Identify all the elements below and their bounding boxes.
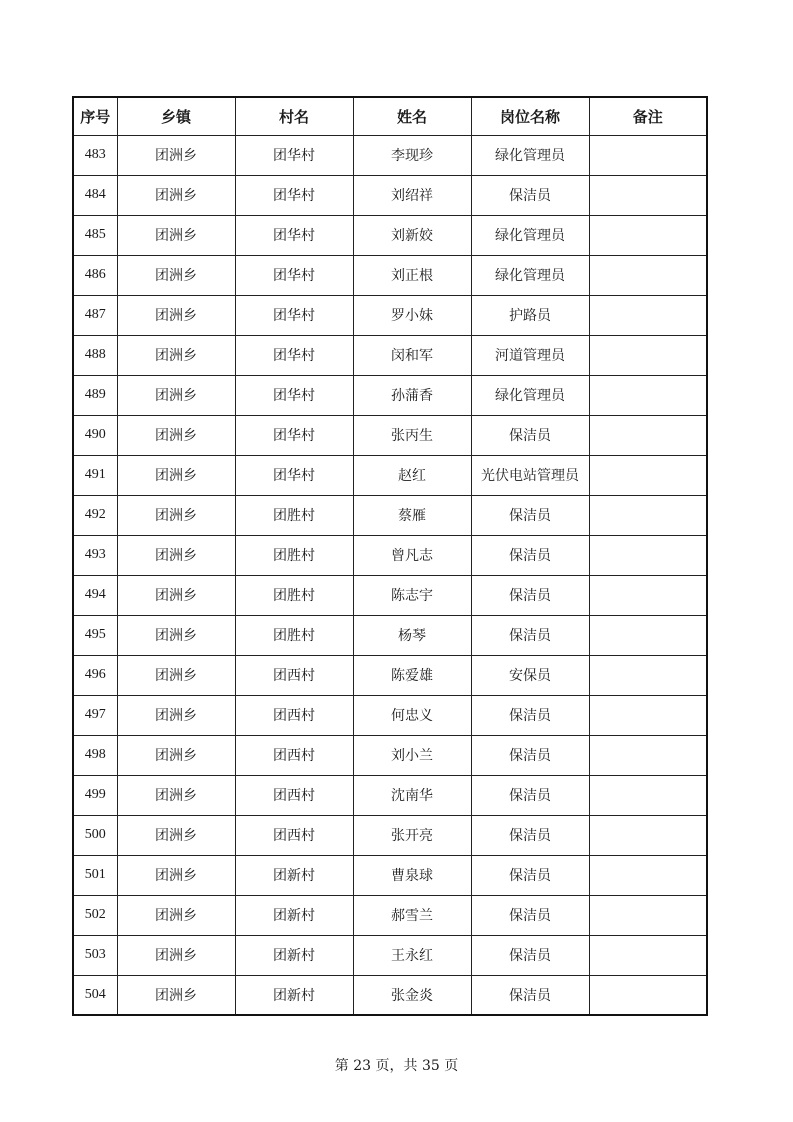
remarks-cell (589, 935, 707, 975)
serial-cell: 484 (73, 175, 117, 215)
name-cell: 郝雪兰 (353, 895, 471, 935)
township-cell: 团洲乡 (117, 575, 235, 615)
name-cell: 赵红 (353, 455, 471, 495)
position-cell: 保洁员 (471, 975, 589, 1015)
position-cell: 安保员 (471, 655, 589, 695)
header-name: 姓名 (353, 97, 471, 135)
name-cell: 王永红 (353, 935, 471, 975)
table-row (73, 855, 707, 895)
village-cell: 团华村 (235, 415, 353, 455)
table-row (73, 455, 707, 495)
table-row (73, 775, 707, 815)
position-cell: 保洁员 (471, 695, 589, 735)
table-row (73, 655, 707, 695)
township-cell: 团洲乡 (117, 735, 235, 775)
remarks-cell (589, 655, 707, 695)
position-cell: 绿化管理员 (471, 215, 589, 255)
table-row (73, 415, 707, 455)
position-cell: 保洁员 (471, 575, 589, 615)
roster-table (72, 96, 708, 1016)
remarks-cell (589, 495, 707, 535)
table-header (73, 97, 707, 135)
name-cell: 蔡雁 (353, 495, 471, 535)
name-cell: 陈志宇 (353, 575, 471, 615)
header-township: 乡镇 (117, 97, 235, 135)
table-row (73, 335, 707, 375)
name-cell: 罗小妹 (353, 295, 471, 335)
township-cell: 团洲乡 (117, 615, 235, 655)
name-cell: 何忠义 (353, 695, 471, 735)
remarks-cell (589, 575, 707, 615)
table-row (73, 535, 707, 575)
name-cell: 刘正根 (353, 255, 471, 295)
table-row (73, 935, 707, 975)
township-cell: 团洲乡 (117, 655, 235, 695)
table-row (73, 295, 707, 335)
village-cell: 团新村 (235, 975, 353, 1015)
remarks-cell (589, 615, 707, 655)
village-cell: 团西村 (235, 735, 353, 775)
serial-cell: 504 (73, 975, 117, 1015)
township-cell: 团洲乡 (117, 695, 235, 735)
serial-cell: 487 (73, 295, 117, 335)
serial-cell: 490 (73, 415, 117, 455)
remarks-cell (589, 975, 707, 1015)
name-cell: 孙蒲香 (353, 375, 471, 415)
remarks-cell (589, 215, 707, 255)
name-cell: 杨琴 (353, 615, 471, 655)
village-cell: 团华村 (235, 255, 353, 295)
serial-cell: 486 (73, 255, 117, 295)
position-cell: 绿化管理员 (471, 375, 589, 415)
header-remarks: 备注 (589, 97, 707, 135)
remarks-cell (589, 415, 707, 455)
position-cell: 保洁员 (471, 615, 589, 655)
village-cell: 团西村 (235, 695, 353, 735)
serial-cell: 488 (73, 335, 117, 375)
village-cell: 团华村 (235, 455, 353, 495)
name-cell: 闵和军 (353, 335, 471, 375)
remarks-cell (589, 255, 707, 295)
serial-cell: 498 (73, 735, 117, 775)
township-cell: 团洲乡 (117, 455, 235, 495)
table-body (73, 135, 707, 1015)
table-row (73, 975, 707, 1015)
township-cell: 团洲乡 (117, 175, 235, 215)
township-cell: 团洲乡 (117, 895, 235, 935)
serial-cell: 497 (73, 695, 117, 735)
page-number: 第 23 页，共 35 页 (334, 1058, 459, 1074)
serial-cell: 494 (73, 575, 117, 615)
township-cell: 团洲乡 (117, 975, 235, 1015)
position-cell: 保洁员 (471, 175, 589, 215)
township-cell: 团洲乡 (117, 335, 235, 375)
table-row (73, 255, 707, 295)
position-cell: 光伏电站管理员 (471, 455, 589, 495)
village-cell: 团华村 (235, 375, 353, 415)
remarks-cell (589, 295, 707, 335)
position-cell: 保洁员 (471, 415, 589, 455)
serial-cell: 489 (73, 375, 117, 415)
position-cell: 保洁员 (471, 535, 589, 575)
serial-cell: 485 (73, 215, 117, 255)
serial-cell: 502 (73, 895, 117, 935)
township-cell: 团洲乡 (117, 415, 235, 455)
table-row (73, 375, 707, 415)
position-cell: 绿化管理员 (471, 255, 589, 295)
name-cell: 张金炎 (353, 975, 471, 1015)
position-cell: 保洁员 (471, 775, 589, 815)
village-cell: 团胜村 (235, 495, 353, 535)
name-cell: 曾凡志 (353, 535, 471, 575)
village-cell: 团华村 (235, 175, 353, 215)
position-cell: 护路员 (471, 295, 589, 335)
village-cell: 团胜村 (235, 535, 353, 575)
village-cell: 团胜村 (235, 575, 353, 615)
village-cell: 团西村 (235, 655, 353, 695)
township-cell: 团洲乡 (117, 815, 235, 855)
position-cell: 保洁员 (471, 855, 589, 895)
remarks-cell (589, 895, 707, 935)
remarks-cell (589, 855, 707, 895)
village-cell: 团西村 (235, 815, 353, 855)
serial-cell: 491 (73, 455, 117, 495)
header-position: 岗位名称 (471, 97, 589, 135)
header-row (73, 97, 707, 135)
village-cell: 团胜村 (235, 615, 353, 655)
name-cell: 张开亮 (353, 815, 471, 855)
remarks-cell (589, 735, 707, 775)
serial-cell: 492 (73, 495, 117, 535)
serial-cell: 493 (73, 535, 117, 575)
township-cell: 团洲乡 (117, 535, 235, 575)
serial-cell: 503 (73, 935, 117, 975)
remarks-cell (589, 175, 707, 215)
name-cell: 李现珍 (353, 135, 471, 175)
remarks-cell (589, 695, 707, 735)
township-cell: 团洲乡 (117, 775, 235, 815)
name-cell: 曹泉球 (353, 855, 471, 895)
township-cell: 团洲乡 (117, 855, 235, 895)
table-row (73, 695, 707, 735)
village-cell: 团新村 (235, 935, 353, 975)
township-cell: 团洲乡 (117, 495, 235, 535)
position-cell: 河道管理员 (471, 335, 589, 375)
table-row (73, 575, 707, 615)
table-row (73, 135, 707, 175)
village-cell: 团华村 (235, 215, 353, 255)
position-cell: 绿化管理员 (471, 135, 589, 175)
table-row (73, 495, 707, 535)
remarks-cell (589, 815, 707, 855)
serial-cell: 483 (73, 135, 117, 175)
position-cell: 保洁员 (471, 935, 589, 975)
remarks-cell (589, 535, 707, 575)
position-cell: 保洁员 (471, 495, 589, 535)
table-row (73, 735, 707, 775)
table-row (73, 615, 707, 655)
table-row (73, 175, 707, 215)
header-village: 村名 (235, 97, 353, 135)
serial-cell: 496 (73, 655, 117, 695)
table-row (73, 215, 707, 255)
remarks-cell (589, 135, 707, 175)
village-cell: 团新村 (235, 895, 353, 935)
position-cell: 保洁员 (471, 895, 589, 935)
remarks-cell (589, 375, 707, 415)
village-cell: 团新村 (235, 855, 353, 895)
township-cell: 团洲乡 (117, 935, 235, 975)
township-cell: 团洲乡 (117, 295, 235, 335)
serial-cell: 500 (73, 815, 117, 855)
township-cell: 团洲乡 (117, 215, 235, 255)
remarks-cell (589, 775, 707, 815)
name-cell: 刘新姣 (353, 215, 471, 255)
village-cell: 团华村 (235, 135, 353, 175)
table-row (73, 895, 707, 935)
position-cell: 保洁员 (471, 735, 589, 775)
village-cell: 团华村 (235, 335, 353, 375)
township-cell: 团洲乡 (117, 375, 235, 415)
name-cell: 刘小兰 (353, 735, 471, 775)
header-serial: 序号 (73, 97, 117, 135)
table-row (73, 815, 707, 855)
name-cell: 刘绍祥 (353, 175, 471, 215)
name-cell: 沈南华 (353, 775, 471, 815)
village-cell: 团西村 (235, 775, 353, 815)
township-cell: 团洲乡 (117, 255, 235, 295)
serial-cell: 501 (73, 855, 117, 895)
name-cell: 陈爱雄 (353, 655, 471, 695)
village-cell: 团华村 (235, 295, 353, 335)
remarks-cell (589, 455, 707, 495)
position-cell: 保洁员 (471, 815, 589, 855)
serial-cell: 495 (73, 615, 117, 655)
township-cell: 团洲乡 (117, 135, 235, 175)
remarks-cell (589, 335, 707, 375)
serial-cell: 499 (73, 775, 117, 815)
name-cell: 张丙生 (353, 415, 471, 455)
